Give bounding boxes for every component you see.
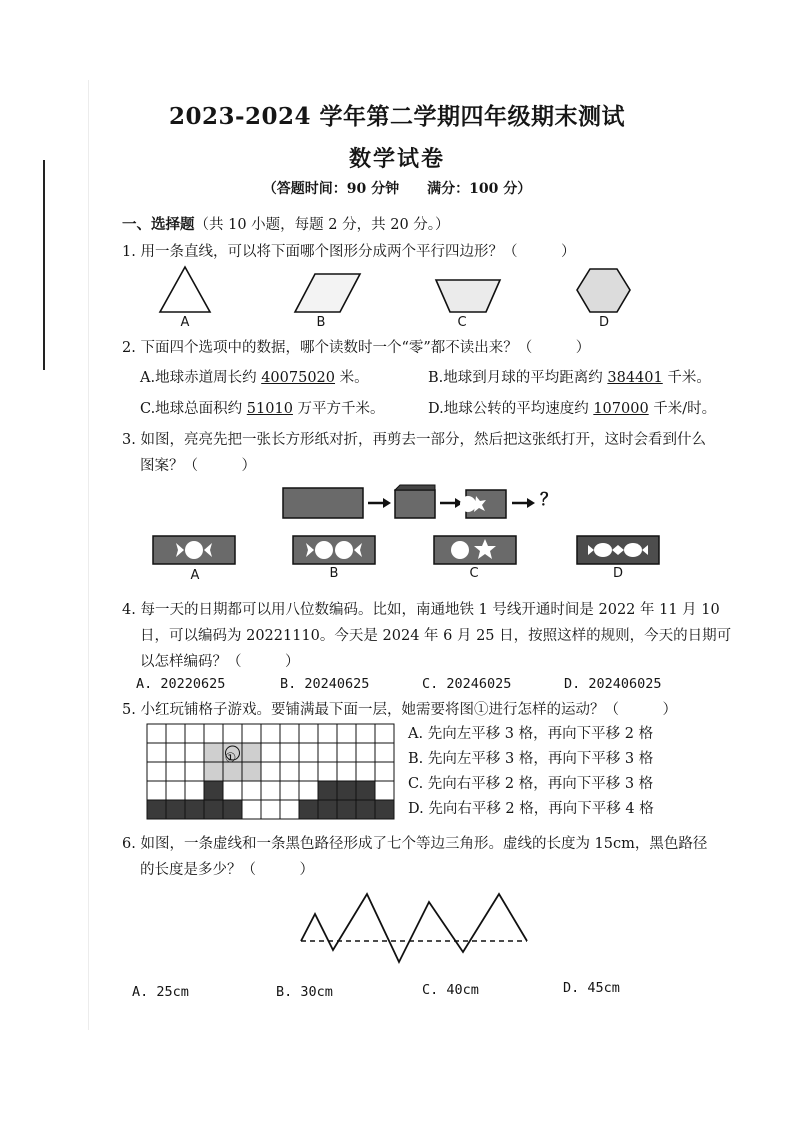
grid-cell bbox=[299, 800, 318, 819]
grid-cell bbox=[223, 724, 242, 743]
grid-cell bbox=[280, 800, 299, 819]
q2-c-post: 万平方千米。 bbox=[292, 401, 385, 417]
q2-b-num: 384401 bbox=[607, 370, 663, 386]
q3-process-figure bbox=[280, 484, 570, 524]
parallelogram-shape bbox=[295, 274, 360, 312]
grid-cell bbox=[242, 781, 261, 800]
grid-cell bbox=[185, 800, 204, 819]
grid-cell bbox=[280, 762, 299, 781]
q1-label-b: B bbox=[316, 315, 326, 330]
q2-b-pre: B.地球到月球的平均距离约 bbox=[428, 370, 608, 386]
q2-option-a bbox=[140, 366, 369, 390]
grid-cell bbox=[261, 781, 280, 800]
question-4-line3: 以怎样编码？（ ） bbox=[140, 654, 300, 670]
grid-cell bbox=[242, 800, 261, 819]
grid-cell bbox=[204, 781, 223, 800]
q5-option-d: D. 先向右平移 2 格，再向下平移 4 格 bbox=[408, 801, 654, 817]
section-title: 一、选择题 bbox=[122, 216, 195, 233]
folded-paper bbox=[395, 490, 435, 518]
grid-cell bbox=[261, 724, 280, 743]
grid-cell bbox=[356, 724, 375, 743]
grid-cell bbox=[261, 762, 280, 781]
grid-cell bbox=[375, 762, 394, 781]
grid-cell bbox=[166, 781, 185, 800]
q5-option-a: A. 先向左平移 3 格，再向下平移 2 格 bbox=[408, 726, 654, 742]
q3-label-d: D bbox=[612, 566, 623, 581]
grid-cell bbox=[223, 800, 242, 819]
q4-option-c: C. 20246025 bbox=[422, 676, 512, 692]
grid-cell bbox=[299, 724, 318, 743]
question-3-line1: 3. 如图，亮亮先把一张长方形纸对折，再剪去一部分，然后把这张纸打开，这时会看到什么 bbox=[122, 432, 706, 448]
q2-d-num: 107000 bbox=[593, 401, 649, 417]
margin-line-dots bbox=[88, 80, 89, 1030]
grid-cell bbox=[375, 743, 394, 762]
q2-d-post: 千米/时。 bbox=[648, 401, 717, 417]
grid-cell bbox=[261, 800, 280, 819]
question-1: 1. 用一条直线，可以将下面哪个图形分成两个平行四边形？（ ） bbox=[122, 244, 576, 260]
grid-cell bbox=[242, 743, 261, 762]
q2-option-d bbox=[428, 397, 716, 421]
q4-option-b: B. 20240625 bbox=[280, 676, 370, 692]
question-mark: ？ bbox=[540, 490, 557, 510]
grid-cell bbox=[375, 724, 394, 743]
grid-cell bbox=[280, 743, 299, 762]
section-note: （共 10 小题，每题 2 分，共 20 分。） bbox=[194, 217, 450, 233]
paper-strip bbox=[283, 488, 363, 518]
grid-cell bbox=[337, 743, 356, 762]
q2-a-pre: A.地球赤道周长约 bbox=[140, 370, 262, 386]
grid-cell bbox=[318, 800, 337, 819]
question-4-line1: 4. 每一天的日期都可以用八位数编码。比如，南通地铁 1 号线开通时间是 2022 年 11 月 10 bbox=[122, 602, 720, 618]
q2-c-num: 51010 bbox=[246, 401, 293, 417]
grid-cell bbox=[185, 781, 204, 800]
grid-cell bbox=[337, 800, 356, 819]
q2-a-post: 米。 bbox=[335, 370, 369, 386]
grid-cell bbox=[223, 781, 242, 800]
grid-cell bbox=[166, 724, 185, 743]
grid-cell bbox=[356, 800, 375, 819]
page-title: 2023-2024 学年第二学期四年级期末测试 bbox=[168, 103, 626, 130]
q2-option-c bbox=[140, 397, 385, 421]
trapezoid-shape bbox=[436, 280, 500, 312]
question-6-line2: 的长度是多少？（ ） bbox=[140, 862, 314, 878]
grid-cell bbox=[261, 743, 280, 762]
q2-a-num: 40075020 bbox=[261, 370, 336, 386]
q1-figures bbox=[150, 262, 650, 322]
grid-cell bbox=[147, 762, 166, 781]
q2-d-pre: D.地球公转的平均速度约 bbox=[428, 401, 594, 417]
grid-cell bbox=[242, 724, 261, 743]
grid-cell bbox=[318, 724, 337, 743]
q6-option-b: B. 30cm bbox=[276, 984, 333, 1000]
q3-label-c: C bbox=[469, 566, 479, 581]
arrow-icon bbox=[527, 498, 535, 508]
grid-cell bbox=[147, 724, 166, 743]
grid-cell bbox=[337, 781, 356, 800]
grid-cell bbox=[356, 781, 375, 800]
question-2: 2. 下面四个选项中的数据，哪个读数时一个“零”都不读出来？（ ） bbox=[122, 340, 591, 356]
q3-label-b: B bbox=[329, 566, 339, 581]
grid-cell bbox=[299, 762, 318, 781]
q6-option-a: A. 25cm bbox=[132, 984, 189, 1000]
triangle-path-figure bbox=[295, 884, 535, 968]
question-3-line2: 图案？（ ） bbox=[140, 458, 256, 474]
q1-label-a: A bbox=[180, 315, 190, 330]
section-heading bbox=[122, 213, 450, 234]
q3-label-a: A bbox=[190, 568, 200, 583]
q5-option-c: C. 先向右平移 2 格，再向下平移 3 格 bbox=[408, 776, 654, 792]
grid-cell bbox=[166, 743, 185, 762]
q4-option-a: A. 20220625 bbox=[136, 676, 226, 692]
q6-option-d: D. 45cm bbox=[563, 980, 620, 996]
grid-cell bbox=[242, 762, 261, 781]
q6-option-c: C. 40cm bbox=[422, 982, 479, 998]
grid-cell bbox=[185, 762, 204, 781]
grid-cell bbox=[375, 781, 394, 800]
triangle-shape bbox=[160, 267, 210, 312]
grid-cell bbox=[318, 762, 337, 781]
hexagon-shape bbox=[577, 269, 630, 312]
grid-cell bbox=[185, 724, 204, 743]
grid-cell bbox=[204, 800, 223, 819]
grid-cell bbox=[185, 743, 204, 762]
grid-cell bbox=[318, 743, 337, 762]
question-6-line1: 6. 如图，一条虚线和一条黑色路径形成了七个等边三角形。虚线的长度为 15cm，黑色路径 bbox=[122, 836, 708, 852]
grid-cell bbox=[280, 781, 299, 800]
q1-label-d: D bbox=[598, 315, 609, 330]
q2-c-pre: C.地球总面积约 bbox=[140, 401, 247, 417]
question-4-line2: 日，可以编码为 20221110。今天是 2024 年 6 月 25 日，按照这样的规则，今天的日期可 bbox=[140, 628, 732, 644]
grid-cell bbox=[299, 781, 318, 800]
q3-options-figure bbox=[150, 533, 670, 567]
q5-option-b: B. 先向左平移 3 格，再向下平移 3 格 bbox=[408, 751, 654, 767]
grid-cell bbox=[280, 724, 299, 743]
grid-cell bbox=[318, 781, 337, 800]
grid-cell bbox=[299, 743, 318, 762]
grid-cell bbox=[147, 781, 166, 800]
grid-cell bbox=[356, 762, 375, 781]
grid-cell bbox=[166, 800, 185, 819]
black-path bbox=[301, 894, 527, 962]
question-5: 5. 小红玩铺格子游戏。要铺满最下面一层，她需要将图①进行怎样的运动？（ ） bbox=[122, 702, 677, 718]
grid-cell bbox=[337, 762, 356, 781]
grid-cell bbox=[166, 762, 185, 781]
grid-cell bbox=[337, 724, 356, 743]
grid-cell bbox=[356, 743, 375, 762]
grid-cell bbox=[147, 800, 166, 819]
q4-option-d: D. 202406025 bbox=[564, 676, 662, 692]
grid-cell bbox=[375, 800, 394, 819]
grid-cell bbox=[147, 743, 166, 762]
q2-b-post: 千米。 bbox=[662, 370, 711, 386]
arrow-icon bbox=[383, 498, 391, 508]
page-subtitle: 数学试卷 bbox=[348, 146, 445, 172]
tile-grid bbox=[146, 723, 394, 819]
grid-cell bbox=[204, 724, 223, 743]
exam-meta: （答题时间：90 分钟 满分：100 分） bbox=[262, 181, 532, 197]
figure-1-marker: ① bbox=[224, 751, 237, 766]
q2-option-b bbox=[428, 366, 711, 390]
q1-label-c: C bbox=[457, 315, 467, 330]
